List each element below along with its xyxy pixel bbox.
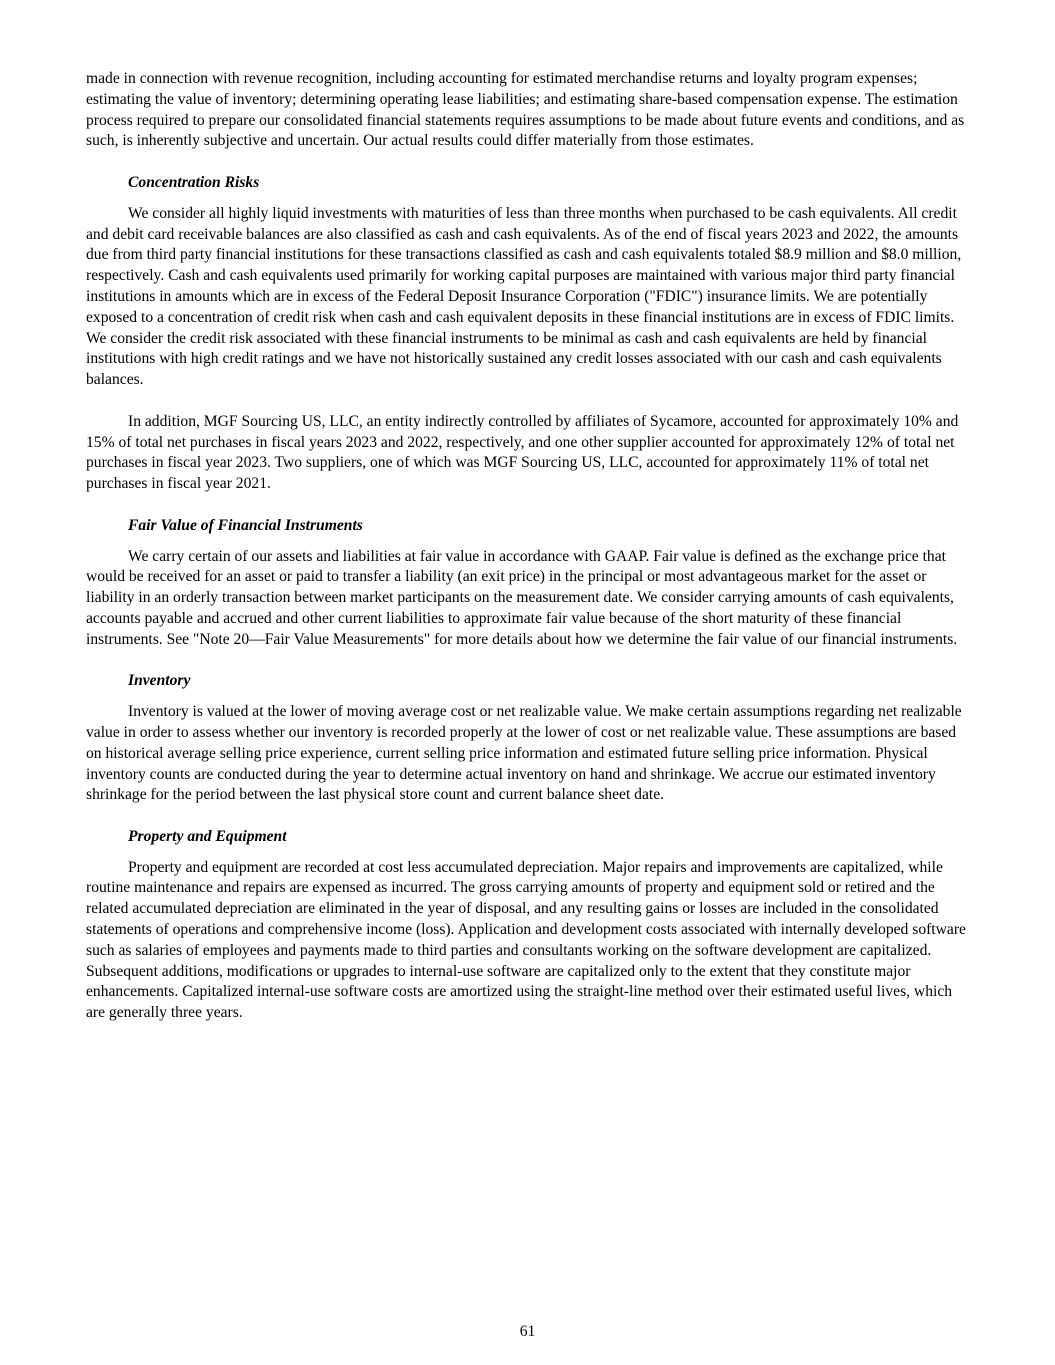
concentration-risks-paragraph-1: We consider all highly liquid investments with maturities of less than three months when purchased to be cash equivalents. All credit and debit card receivable balances are also classified as cash and cash equivalents. As of the end of fiscal years 2023 and 2022, the amounts due from third party financial institutions for these transactions classified as cash and cash equivalents totaled $8.9 million and $8.0 million, respectively. Cash and cash equivalents used primarily for working capital purposes are maintained with various major third party financial institutions in amounts which are in excess of the Federal Deposit Insurance Corporation ("FDIC") insurance limits. We are potentially exposed to a concentration of credit risk when cash and cash equivalent deposits in these financial institutions are in excess of FDIC limits. We consider the credit risk associated with these financial instruments to be minimal as cash and cash equivalents are held by financial institutions with high credit ratings and we have not historically sustained any credit losses associated with our cash and cash equivalents balances.: [86, 204, 962, 389]
section-heading-inventory: Inventory: [128, 672, 191, 690]
section-heading-fair-value: Fair Value of Financial Instruments: [128, 516, 363, 534]
property-equipment-paragraph: Property and equipment are recorded at cost less accumulated depreciation. Major repairs and improvements are capitalized, while routine maintenance and repairs are expensed as incurred. The gross carrying amounts of property and equipment sold or retired and the related accumulated depreciation are eliminated in the year of disposal, and any resulting gains or losses are included in the consolidated statements of operations and comprehensive income (loss). Application and development costs associated with internally developed software such as salaries of employees and payments made to third parties and consultants working on the software development are capitalized. Subsequent additions, modifications or upgrades to internal-use software are capitalized only to the extent that they constitute major enhancements. Capitalized internal-use software costs are amortized using the straight-line method over their estimated useful lives, which are generally three years.: [86, 858, 966, 1022]
concentration-risks-paragraph-2: In addition, MGF Sourcing US, LLC, an entity indirectly controlled by affiliates of Sycamore, accounted for approximately 10% and 15% of total net purchases in fiscal years 2023 and 2022, respectively, and one other supplier accounted for approximately 12% of total net purchases in fiscal year 2023. Two suppliers, one of which was MGF Sourcing US, LLC, accounted for approximately 11% of total net purchases in fiscal year 2021.: [86, 412, 959, 493]
section-heading-concentration-risks: Concentration Risks: [128, 173, 260, 191]
fair-value-paragraph: We carry certain of our assets and liabilities at fair value in accordance with GAAP. Fair value is defined as the exchange price that would be received for an asset or paid to transfer a liability (an exit price) in the principal or most advantageous market for the asset or liability in an orderly transaction between market participants on the measurement date. We consider carrying amounts of cash equivalents, accounts payable and accrued and other current liabilities to approximate fair value because of the short maturity of these financial instruments. See "Note 20—Fair Value Measurements" for more details about how we determine the fair value of our financial instruments.: [86, 547, 958, 648]
page-number: 61: [519, 1323, 536, 1340]
inventory-paragraph: Inventory is valued at the lower of moving average cost or net realizable value. We make certain assumptions regarding net realizable value in order to assess whether our inventory is recorded properly at the lower of cost or net realizable value. These assumptions are based on historical average selling price experience, current selling price information and estimated future selling price information. Physical inventory counts are conducted during the year to determine actual inventory on hand and shrinkage. We accrue our estimated inventory shrinkage for the period between the last physical store count and current balance sheet date.: [86, 703, 962, 804]
section-heading-property-equipment: Property and Equipment: [128, 827, 287, 845]
intro-paragraph: made in connection with revenue recognition, including accounting for estimated merchandise returns and loyalty program expenses; estimating the value of inventory; determining operating lease liabilities; and estimating share-based compensation expense. The estimation process required to prepare our consolidated financial statements requires assumptions to be made about future events and conditions, and as such, is inherently subjective and uncertain. Our actual results could differ materially from those estimates.: [86, 70, 965, 150]
document-body: [86, 69, 970, 1024]
